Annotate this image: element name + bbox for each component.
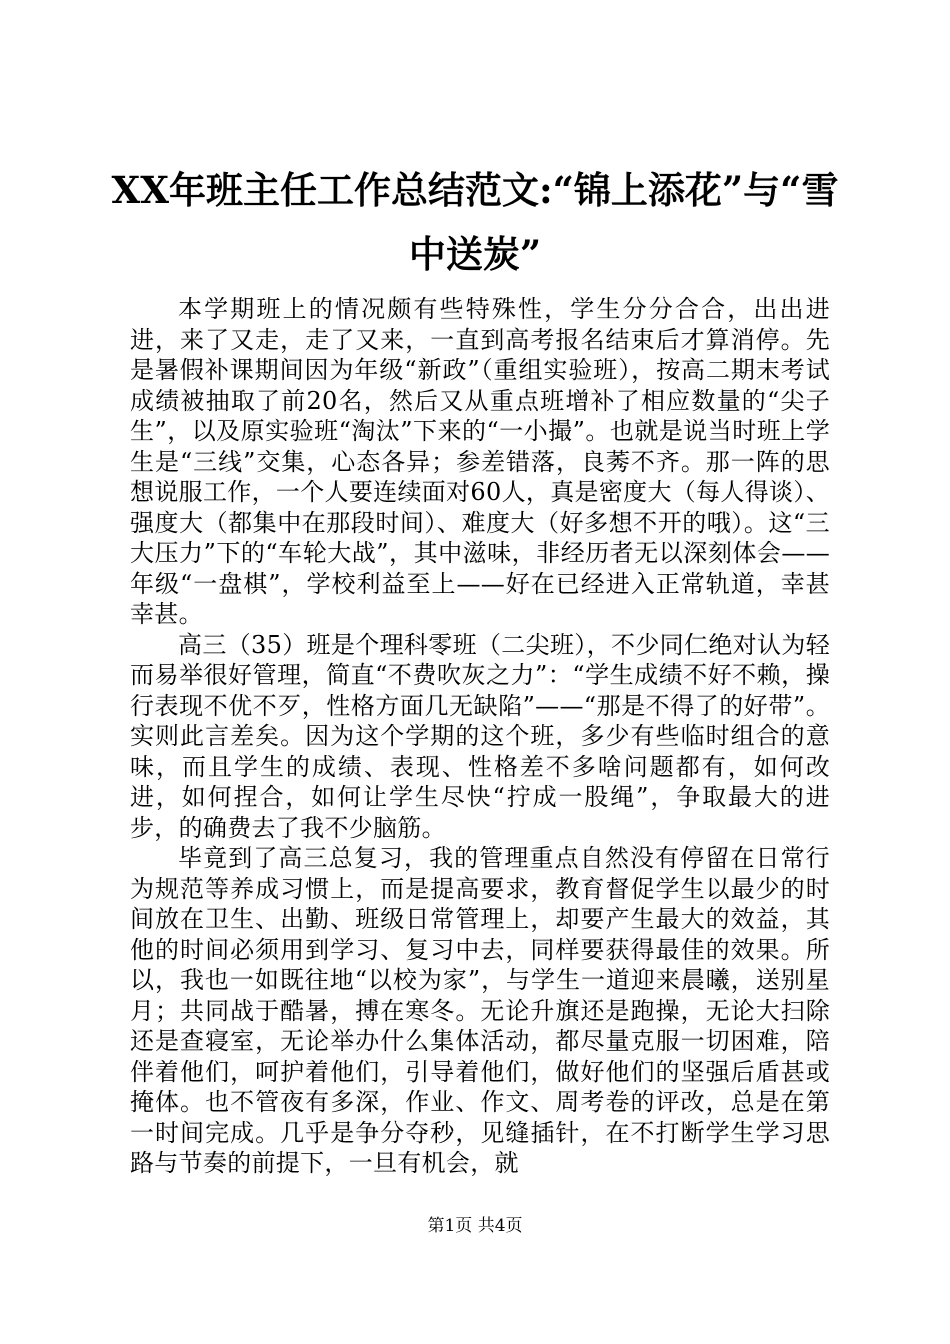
document-body	[130, 294, 830, 1179]
paragraph-2: 高三（35）班是个理科零班（二尖班），不少同仁绝对认为轻而易举很好管理，简直“不费吹灰之力”：“学生成绩不好不赖，操行表现不优不歹，性格方面几无缺陷”——“那是不得了的好带”。实则此言差矣。因为这个学期的这个班，多少有些临时组合的意味，而且学生的成绩、表现、性格差不多啥问题都有，如何改进，如何捏合，如何让学生尽快“拧成一股绳”，争取最大的进步，的确费去了我不少脑筋。	[130, 630, 830, 842]
paragraph-3: 毕竟到了高三总复习，我的管理重点自然没有停留在日常行为规范等养成习惯上，而是提高要求，教育督促学生以最少的时间放在卫生、出勤、班级日常管理上，却要产生最大的效益，其他的时间必须用到学习、复习中去，同样要获得最佳的效果。所以，我也一如既往地“以校为家”，与学生一道迎来晨曦，送别星月；共同战于酷暑，搏在寒冬。无论升旗还是跑操，无论大扫除还是查寝室，无论举办什么集体活动，都尽量克服一切困难，陪伴着他们，呵护着他们，引导着他们，做好他们的坚强后盾甚或掩体。也不管夜有多深，作业、作文、周考卷的评改，总是在第一时间完成。几乎是争分夺秒，见缝插针，在不打断学生学习思路与节奏的前提下，一旦有机会，就	[130, 844, 830, 1177]
paragraph-1: 本学期班上的情况颇有些特殊性，学生分分合合，出出进进，来了又走，走了又来，一直到高考报名结束后才算消停。先是暑假补课期间因为年级“新政”（重组实验班），按高二期末考试成绩被抽取了前20名，然后又从重点班增补了相应数量的“尖子生”，以及原实验班“淘汰”下来的“一小撮”。也就是说当时班上学生是“三线”交集，心态各异；参差错落，良莠不齐。那一阵的思想说服工作，一个人要连续面对60人，真是密度大（每人得谈）、强度大（都集中在那段时间）、难度大（好多想不开的哦）。这“三大压力”下的“车轮大战”，其中滋味，非经历者无以深刻体会——年级“一盘棋”，学校利益至上——好在已经进入正常轨道，幸甚幸甚。	[130, 295, 830, 628]
document-title: XX年班主任工作总结范文:“锦上添花”与“雪中送炭”	[111, 168, 839, 276]
page-footer: 第1页 共4页	[427, 1216, 523, 1236]
